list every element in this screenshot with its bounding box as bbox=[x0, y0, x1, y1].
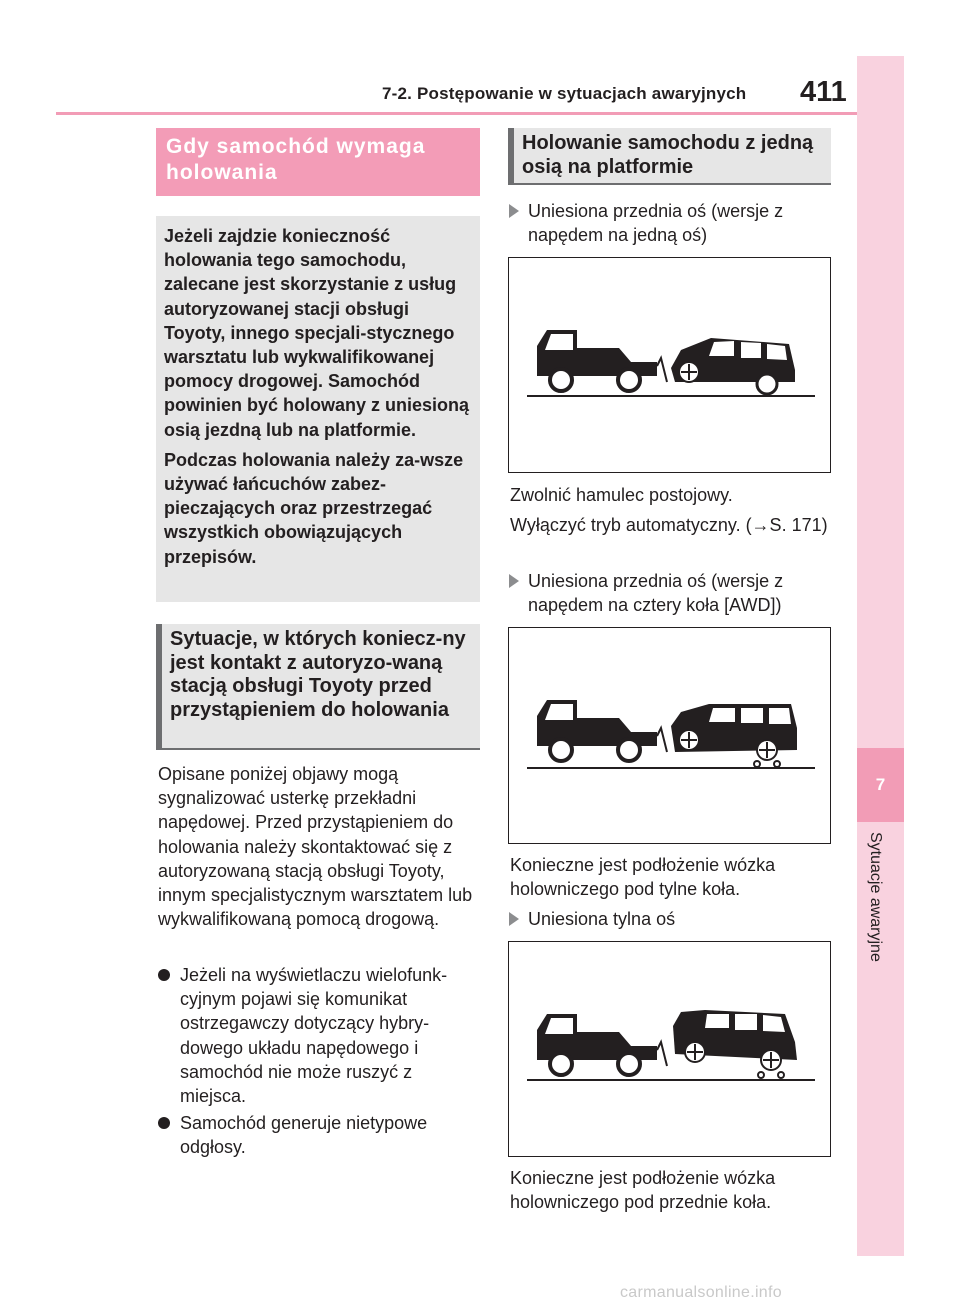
watermark: carmanualsonline.info bbox=[620, 1284, 782, 1301]
arrow-icon bbox=[509, 912, 519, 926]
list-item bbox=[528, 907, 828, 931]
arrow-icon bbox=[509, 204, 519, 218]
chapter-label: Sytuacje awaryjne bbox=[867, 832, 884, 962]
platform-towing-heading: Holowanie samochodu z jedną osią na platformie bbox=[508, 128, 831, 185]
illustration-front-2wd bbox=[508, 257, 831, 473]
item-label: Uniesiona przednia oś (wersje z napędem na cztery koła [AWD]) bbox=[528, 571, 784, 616]
bullet-item bbox=[180, 963, 480, 1108]
note-rear-dolly: Konieczne jest podłożenie wózka holowniczego pod tylne koła. bbox=[510, 855, 776, 900]
side-tab bbox=[857, 56, 904, 1256]
list-item bbox=[528, 569, 828, 617]
bullet-text: Samochód generuje nietypowe odgłosy. bbox=[180, 1113, 428, 1158]
bullet-text: Jeżeli na wyświetlaczu wielofunk-cyjnym pojawi się komunikat ostrzegawczy dotyczący hybry-dowego układu napędowego i samochód nie może ruszyć z miejsca. bbox=[180, 965, 448, 1107]
bullet-dot bbox=[158, 1117, 170, 1129]
list-item bbox=[528, 199, 818, 247]
note-front-dolly: Konieczne jest podłożenie wózka holowniczego pod przednie koła. bbox=[510, 1168, 776, 1213]
note-parking-brake: Zwolnić hamulec postojowy. bbox=[510, 485, 733, 505]
arrow-icon bbox=[509, 574, 519, 588]
header-rule bbox=[56, 112, 858, 115]
item-label: Uniesiona tylna oś bbox=[528, 909, 676, 929]
info-paragraph-1: Jeżeli zajdzie konieczność holowania tego samochodu, zalecane jest skorzystanie z usług autoryzowanej stacji obsługi Toyoty, innego specjali-stycznego warsztatu lub wykwalifikowanej pomocy drogowej. Samochód powinien być holowany z uniesioną osią jezdną lub na platformie. bbox=[164, 226, 470, 440]
intro-paragraph: Opisane poniżej objawy mogą sygnalizować usterkę przekładni napędowej. Przed przystąpieniem do holowania należy skontaktować się z autoryzowaną stacją obsługi Toyoty, innym specjalistycznym warsztatem lub wykwalifikowaną pomocą drogową. bbox=[158, 764, 473, 930]
illustration-rear-lifted bbox=[508, 941, 831, 1157]
chapter-number: 7 bbox=[857, 748, 904, 822]
bullet-dot bbox=[158, 969, 170, 981]
page-number: 411 bbox=[800, 76, 847, 108]
note-auto-mode: Wyłączyć tryb automatyczny. (→S. 171) bbox=[510, 515, 828, 535]
bullet-item bbox=[180, 1111, 480, 1159]
contact-dealer-heading: Sytuacje, w których koniecz-ny jest kontakt z autoryzo-waną stacją obsługi Toyoty przed przystąpieniem do holowania bbox=[156, 624, 480, 750]
illustration-front-awd bbox=[508, 627, 831, 844]
item-label: Uniesiona przednia oś (wersje z napędem na jedną oś) bbox=[528, 201, 784, 246]
info-paragraph-2: Podczas holowania należy za-wsze używać łańcuchów zabez-pieczających oraz przestrzegać wszystkich obowiązujących przepisów. bbox=[164, 449, 464, 567]
section-title: 7-2. Postępowanie w sytuacjach awaryjnych bbox=[382, 84, 747, 103]
info-box bbox=[156, 216, 480, 602]
towing-heading: Gdy samochód wymaga holowania bbox=[156, 128, 480, 196]
